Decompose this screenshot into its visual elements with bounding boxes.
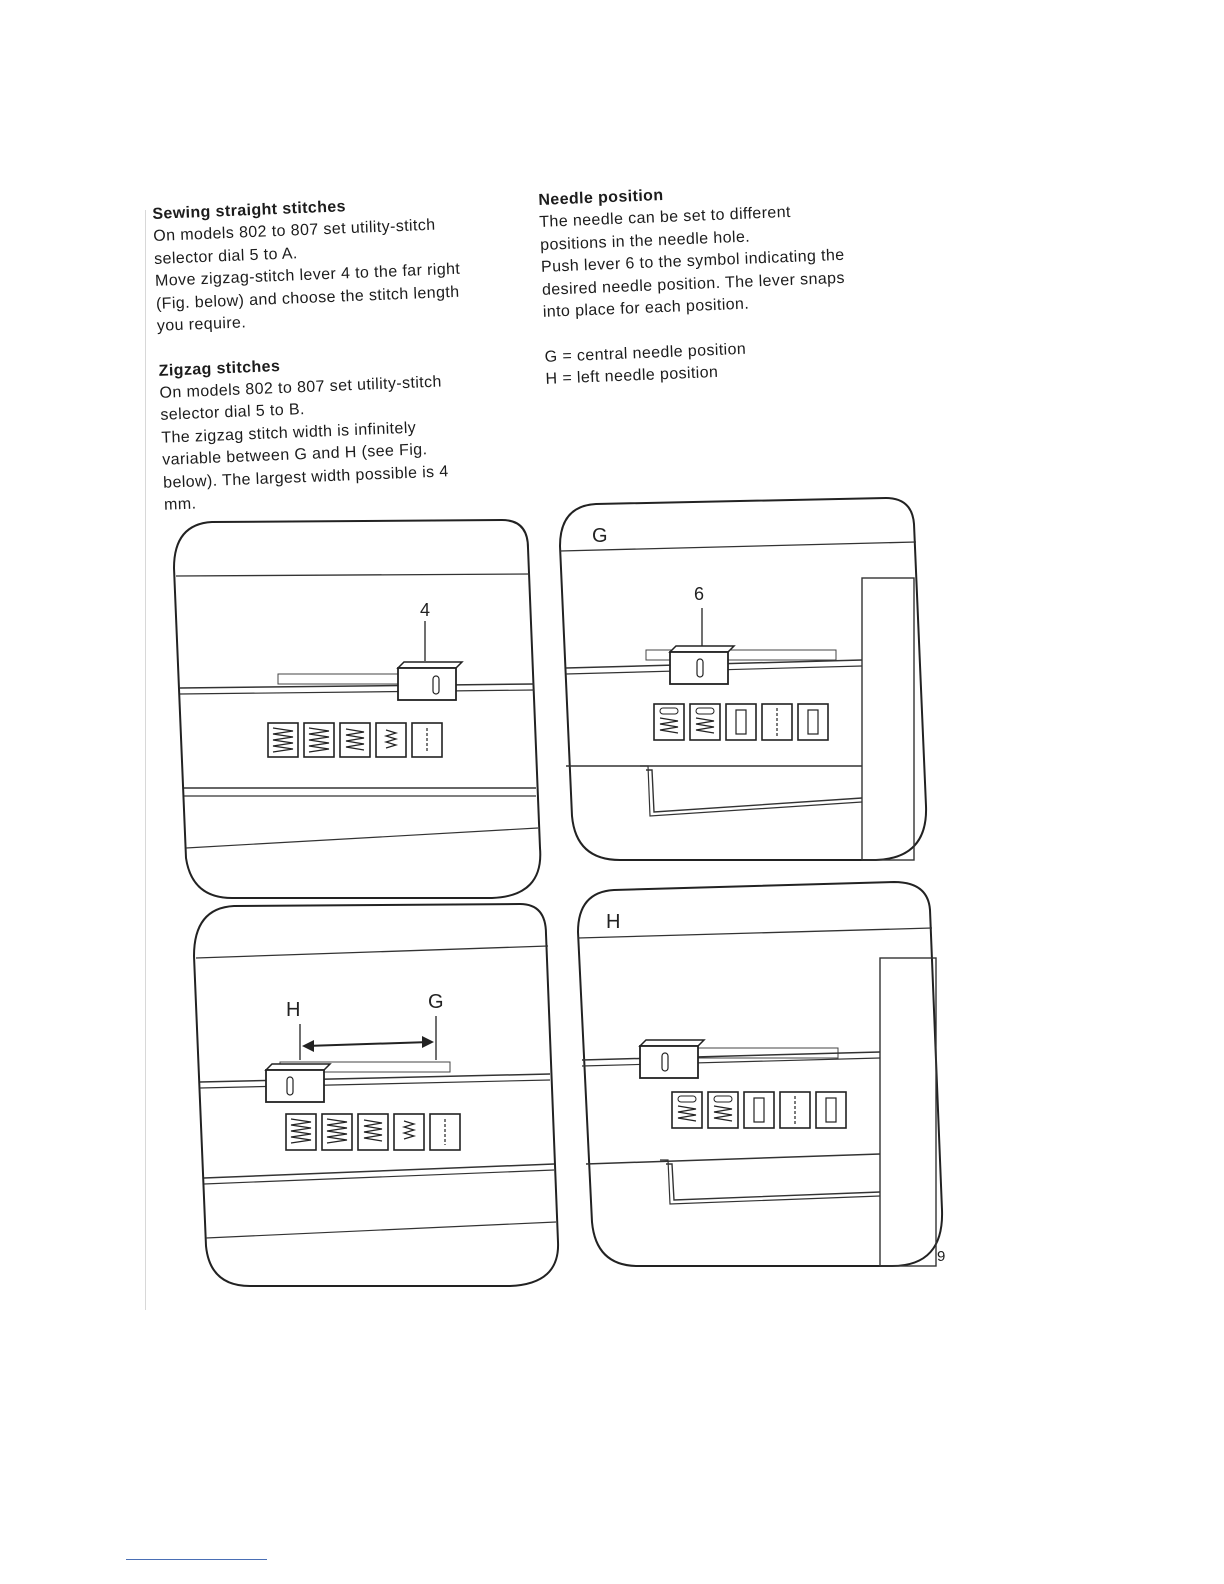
page-edge-shadow xyxy=(145,210,146,1310)
label-h: H xyxy=(286,999,301,1021)
page-number: 9 xyxy=(937,1248,946,1265)
left-text-column xyxy=(152,190,514,517)
text-line: Move zigzag-stitch lever 4 to the far right xyxy=(154,260,461,290)
text-line: (Fig. below) and choose the stitch length xyxy=(155,283,460,313)
lever-4-knob xyxy=(398,662,462,700)
text-line: The zigzag stitch width is infinitely xyxy=(161,419,417,447)
text-line: Push lever 6 to the symbol indicating the xyxy=(540,246,845,276)
heading-needle-position: Needle position xyxy=(538,186,664,209)
label-g: G xyxy=(428,991,444,1013)
footer-rule xyxy=(126,1559,267,1560)
text-line: into place for each position. xyxy=(542,295,750,321)
legend-line-h: H = left needle position xyxy=(545,363,719,388)
needle-position-symbol-row xyxy=(672,1092,846,1128)
text-line: selector dial 5 to A. xyxy=(153,244,299,268)
corner-label-h: H xyxy=(606,911,621,933)
text-line: you require. xyxy=(156,314,247,335)
text-line: On models 802 to 807 set utility-stitch xyxy=(159,373,443,402)
figure-needle-position-g xyxy=(556,496,932,864)
heading-zigzag-stitches: Zigzag stitches xyxy=(158,357,281,380)
text-line: variable between G and H (see Fig. xyxy=(161,441,428,469)
needle-position-symbol-row xyxy=(654,704,828,740)
text-line: mm. xyxy=(163,495,197,514)
legend-line-g: G = central needle position xyxy=(544,340,747,366)
width-range-arrow xyxy=(302,1036,434,1052)
zigzag-lever-knob xyxy=(266,1064,330,1102)
text-line: below). The largest width possible is 4 xyxy=(162,462,449,492)
needle-lever-knob xyxy=(640,1040,704,1078)
heading-straight-stitches: Sewing straight stitches xyxy=(152,198,347,223)
text-line: On models 802 to 807 set utility-stitch xyxy=(152,216,436,245)
text-line: desired needle position. The lever snaps xyxy=(541,269,846,299)
lever-6-label: 6 xyxy=(694,584,705,604)
right-text-column xyxy=(538,176,906,392)
text-line: selector dial 5 to B. xyxy=(160,401,306,424)
figure-lever-4 xyxy=(172,518,544,900)
stitch-symbol-row xyxy=(268,723,442,757)
figure-zigzag-width xyxy=(190,902,562,1288)
text-line: The needle can be set to different xyxy=(538,203,792,231)
text-line: positions in the needle hole. xyxy=(539,228,751,254)
lever-6-knob xyxy=(670,646,734,684)
lever-4-label: 4 xyxy=(420,600,431,620)
figure-needle-position-h xyxy=(574,880,946,1270)
corner-label-g: G xyxy=(592,525,608,547)
stitch-symbol-row xyxy=(286,1114,460,1150)
